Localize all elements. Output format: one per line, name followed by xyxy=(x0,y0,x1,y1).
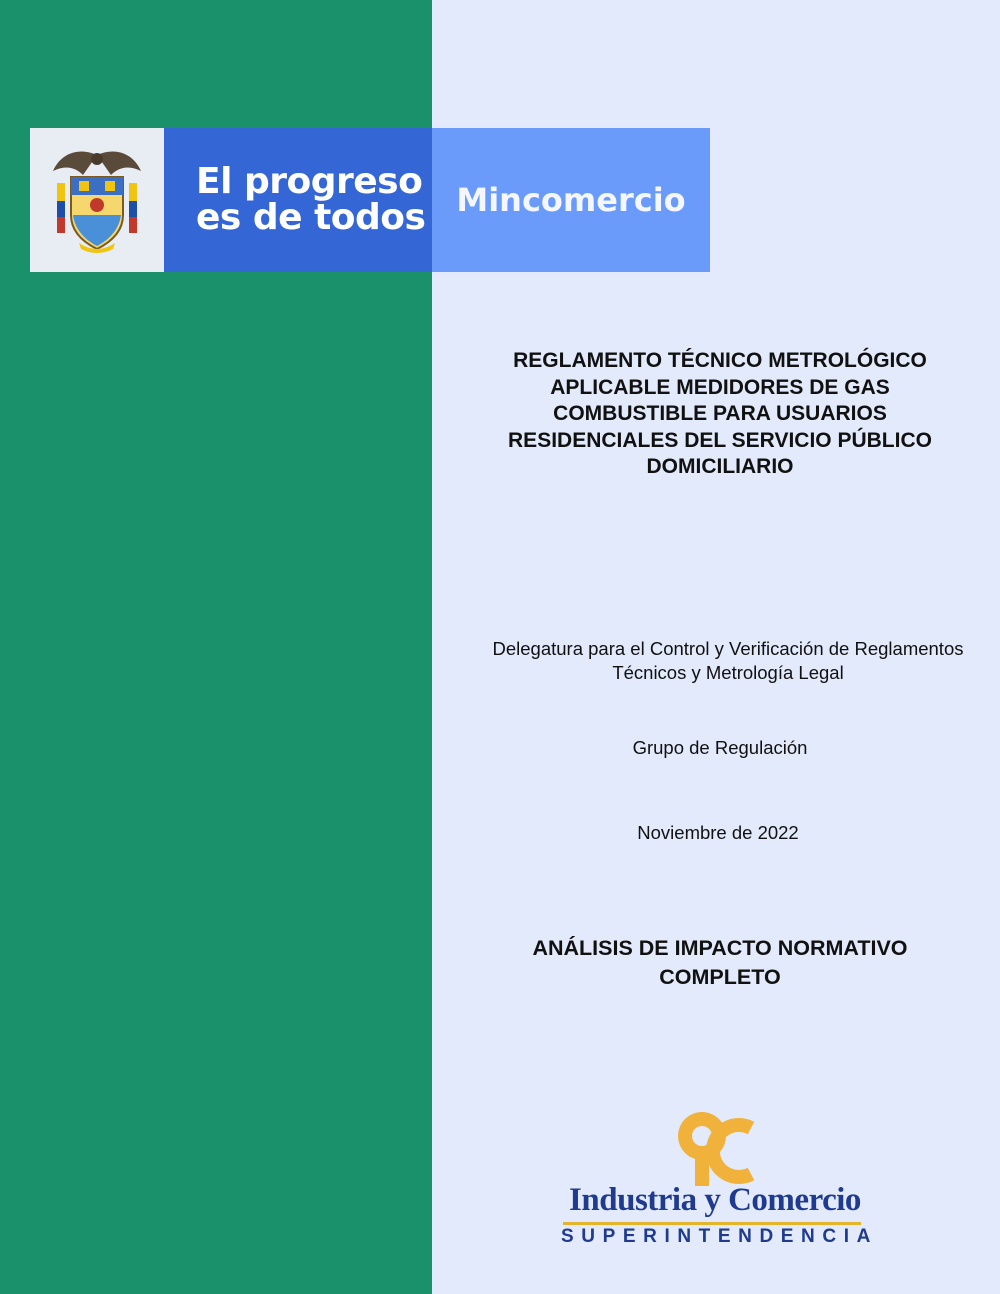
sic-subtitle: SUPERINTENDENCIA xyxy=(561,1226,878,1247)
analysis-line: ANÁLISIS DE IMPACTO NORMATIVO xyxy=(532,936,908,960)
title-line: COMBUSTIBLE PARA USUARIOS xyxy=(553,402,887,425)
title-line: APLICABLE MEDIDORES DE GAS xyxy=(550,375,890,399)
colombia-coat-of-arms-icon xyxy=(49,145,145,255)
document-title xyxy=(470,348,970,481)
sic-divider xyxy=(563,1222,861,1225)
government-banner xyxy=(30,128,710,272)
sic-ic-logo-icon xyxy=(555,1100,875,1190)
coat-of-arms-box xyxy=(30,128,164,272)
sic-name: Industria y Comercio xyxy=(569,1182,861,1218)
ministry-name: Mincomercio xyxy=(456,181,686,219)
analysis-heading xyxy=(470,934,970,992)
slogan-line-1: El progreso xyxy=(196,161,423,202)
title-line: RESIDENCIALES DEL SERVICIO PÚBLICO xyxy=(508,428,932,452)
slogan-line-2: es de todos xyxy=(196,197,426,238)
grupo-text: Grupo de Regulación xyxy=(632,737,808,758)
ministry-block xyxy=(432,128,710,272)
slogan-block xyxy=(164,128,432,272)
delegatura-line: Delegatura para el Control y Verificación de Reglamentos xyxy=(492,638,964,659)
analysis-line: COMPLETO xyxy=(659,965,781,989)
title-line: REGLAMENTO TÉCNICO METROLÓGICO xyxy=(513,349,927,372)
title-line: DOMICILIARIO xyxy=(646,455,794,478)
delegatura-line: Técnicos y Metrología Legal xyxy=(612,662,844,683)
delegatura-text xyxy=(470,637,986,685)
sic-logo xyxy=(555,1100,878,1260)
date-text: Noviembre de 2022 xyxy=(637,822,799,843)
